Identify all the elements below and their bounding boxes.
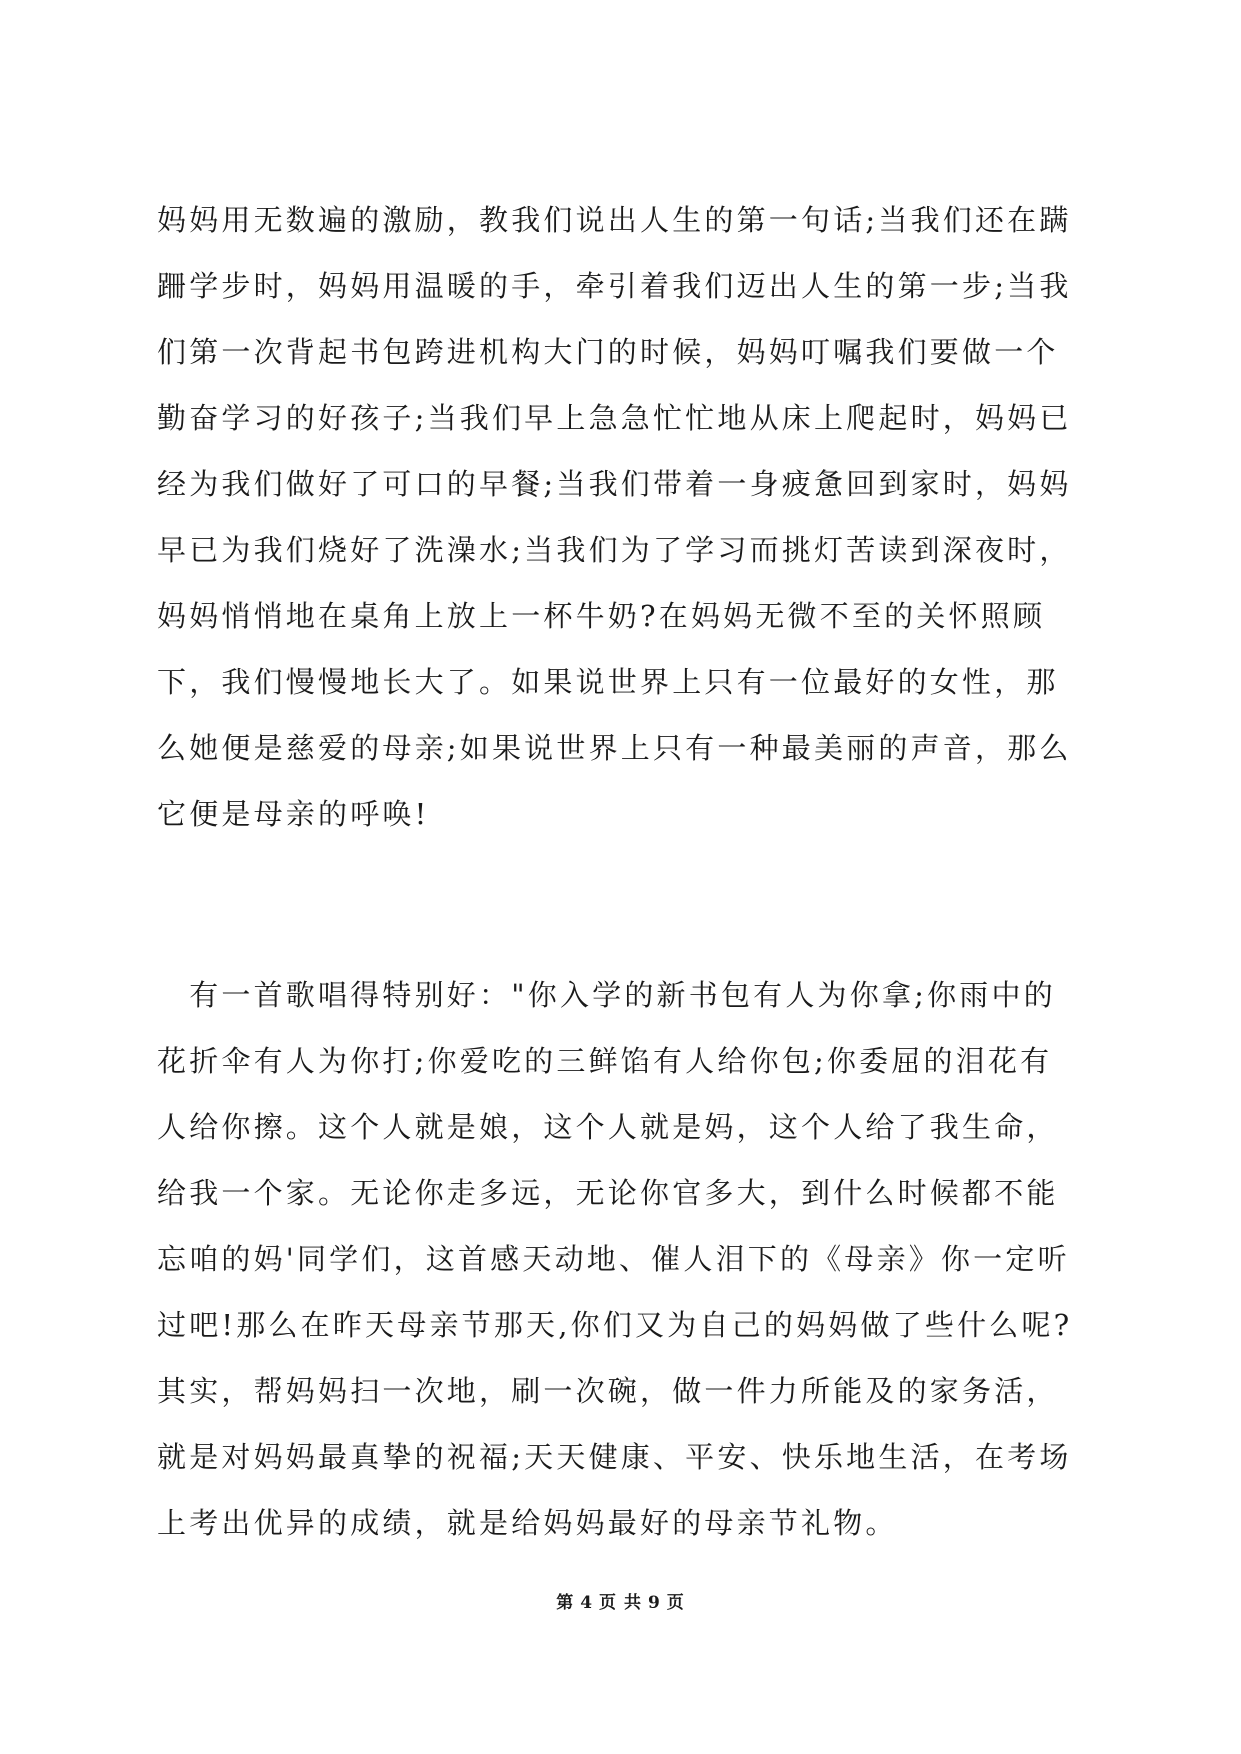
paragraph-line: 就是对妈妈最真挚的祝福;天天健康、平安、快乐地生活，在考场 [157,1440,1072,1474]
page-label-middle: 页 共 [599,1593,642,1613]
paragraph-line: 它便是母亲的呼唤! [157,797,430,831]
paragraph-line: 勤奋学习的好孩子;当我们早上急急忙忙地从床上爬起时，妈妈已 [157,401,1072,435]
page-label-prefix: 第 [556,1593,575,1613]
paragraph-line: 过吧!那么在昨天母亲节那天,你们又为自己的妈妈做了些什么呢? [157,1308,1073,1342]
current-page-number: 4 [580,1593,594,1613]
paragraph-line: 忘咱的妈'同学们，这首感天动地、催人泪下的《母亲》你一定听 [157,1242,1070,1276]
paragraph-line: 经为我们做好了可口的早餐;当我们带着一身疲惫回到家时，妈妈 [157,467,1072,501]
page-label-suffix: 页 [666,1593,685,1613]
paragraph-line: 有一首歌唱得特别好："你入学的新书包有人为你拿;你雨中的 [157,978,1056,1012]
paragraph-line: 花折伞有人为你打;你爱吃的三鲜馅有人给你包;你委屈的泪花有 [157,1044,1053,1078]
paragraph-line: 给我一个家。无论你走多远，无论你官多大，到什么时候都不能 [157,1176,1059,1210]
paragraph-line: 其实，帮妈妈扫一次地，刷一次碗，做一件力所能及的家务活， [157,1374,1059,1408]
page-footer [0,1588,1241,1613]
paragraph-line: 跚学步时，妈妈用温暖的手，牵引着我们迈出人生的第一步;当我 [157,269,1072,303]
paragraph-line: 妈妈悄悄地在桌角上放上一杯牛奶?在妈妈无微不至的关怀照顾 [157,599,1046,633]
total-pages-number: 9 [647,1593,661,1613]
paragraph-2 [157,962,1087,1556]
paragraph-line: 早已为我们烧好了洗澡水;当我们为了学习而挑灯苦读到深夜时， [157,533,1072,567]
paragraph-line: 上考出优异的成绩，就是给妈妈最好的母亲节礼物。 [157,1506,898,1540]
paragraph-line: 们第一次背起书包跨进机构大门的时候，妈妈叮嘱我们要做一个 [157,335,1059,369]
paragraph-line: 妈妈用无数遍的激励，教我们说出人生的第一句话;当我们还在蹒 [157,203,1072,237]
paragraph-1 [157,187,1087,847]
paragraph-line: 么她便是慈爱的母亲;如果说世界上只有一种最美丽的声音，那么 [157,731,1072,765]
paragraph-line: 下，我们慢慢地长大了。如果说世界上只有一位最好的女性，那 [157,665,1059,699]
paragraph-line: 人给你擦。这个人就是娘，这个人就是妈，这个人给了我生命， [157,1110,1059,1144]
